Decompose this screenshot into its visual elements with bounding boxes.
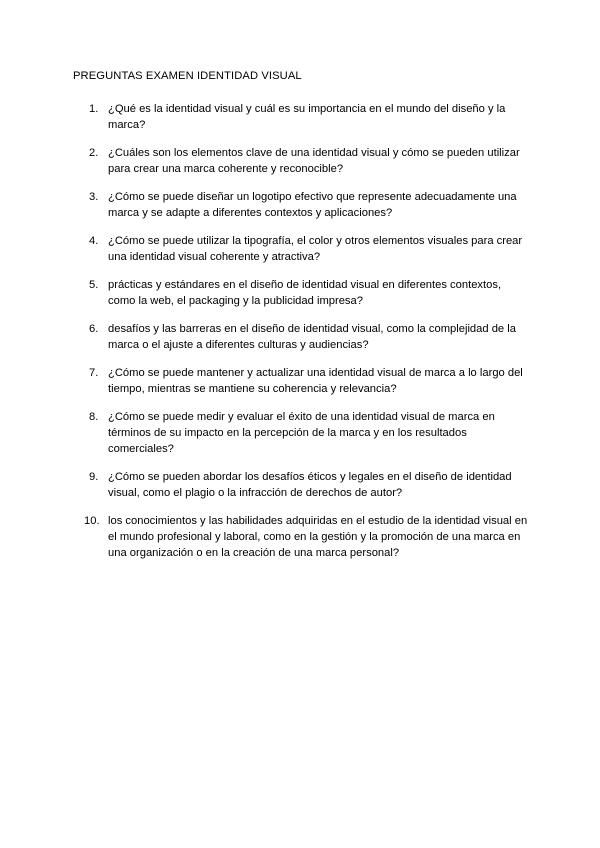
question-item bbox=[89, 189, 529, 221]
question-number: 5. bbox=[89, 279, 99, 291]
question-number: 1. bbox=[89, 103, 99, 115]
question-number: 8. bbox=[89, 411, 99, 423]
question-item bbox=[89, 409, 529, 457]
question-item bbox=[89, 145, 529, 177]
question-number: 10. bbox=[84, 515, 100, 527]
question-item bbox=[89, 101, 529, 133]
question-text: ¿Qué es la identidad visual y cuál es su importancia en el mundo del diseño y la marca? bbox=[108, 103, 506, 131]
question-item bbox=[89, 321, 529, 353]
question-text: los conocimientos y las habilidades adquiridas en el estudio de la identidad visual en el mundo profesional y laboral, como en la gestión y la promoción de una marca en una organización o en la creación de una marca personal? bbox=[108, 515, 528, 559]
question-text: ¿Cómo se pueden abordar los desafíos éticos y legales en el diseño de identidad visual, como el plagio o la infracción de derechos de autor? bbox=[108, 471, 512, 499]
question-item bbox=[89, 233, 529, 265]
question-item bbox=[89, 365, 529, 397]
question-list bbox=[84, 101, 529, 573]
question-text: ¿Cómo se puede diseñar un logotipo efectivo que represente adecuadamente una marca y se adapte a diferentes contextos y aplicaciones? bbox=[108, 191, 517, 219]
question-number: 3. bbox=[89, 191, 99, 203]
question-text: ¿Cómo se puede utilizar la tipografía, el color y otros elementos visuales para crear una identidad visual coherente y atractiva? bbox=[108, 235, 523, 263]
question-number: 4. bbox=[89, 235, 99, 247]
question-item bbox=[89, 277, 529, 309]
question-number: 2. bbox=[89, 147, 99, 159]
question-text: desafíos y las barreras en el diseño de identidad visual, como la complejidad de la marca o el ajuste a diferentes culturas y audiencias? bbox=[108, 323, 516, 351]
question-item bbox=[84, 513, 529, 561]
question-number: 6. bbox=[89, 323, 99, 335]
question-item bbox=[89, 469, 529, 501]
document-title: PREGUNTAS EXAMEN IDENTIDAD VISUAL bbox=[73, 70, 302, 82]
question-text: ¿Cómo se puede mantener y actualizar una identidad visual de marca a lo largo del tiempo, mientras se mantiene su coherencia y relevancia? bbox=[108, 367, 523, 395]
question-number: 9. bbox=[89, 471, 99, 483]
question-text: ¿Cómo se puede medir y evaluar el éxito de una identidad visual de marca en términos de su impacto en la percepción de la marca y en los resultados comerciales? bbox=[108, 411, 495, 455]
question-number: 7. bbox=[89, 367, 99, 379]
question-text: prácticas y estándares en el diseño de identidad visual en diferentes contextos, como la web, el packaging y la publicidad impresa? bbox=[108, 279, 502, 307]
question-text: ¿Cuáles son los elementos clave de una identidad visual y cómo se pueden utilizar para crear una marca coherente y reconocible? bbox=[108, 147, 520, 175]
